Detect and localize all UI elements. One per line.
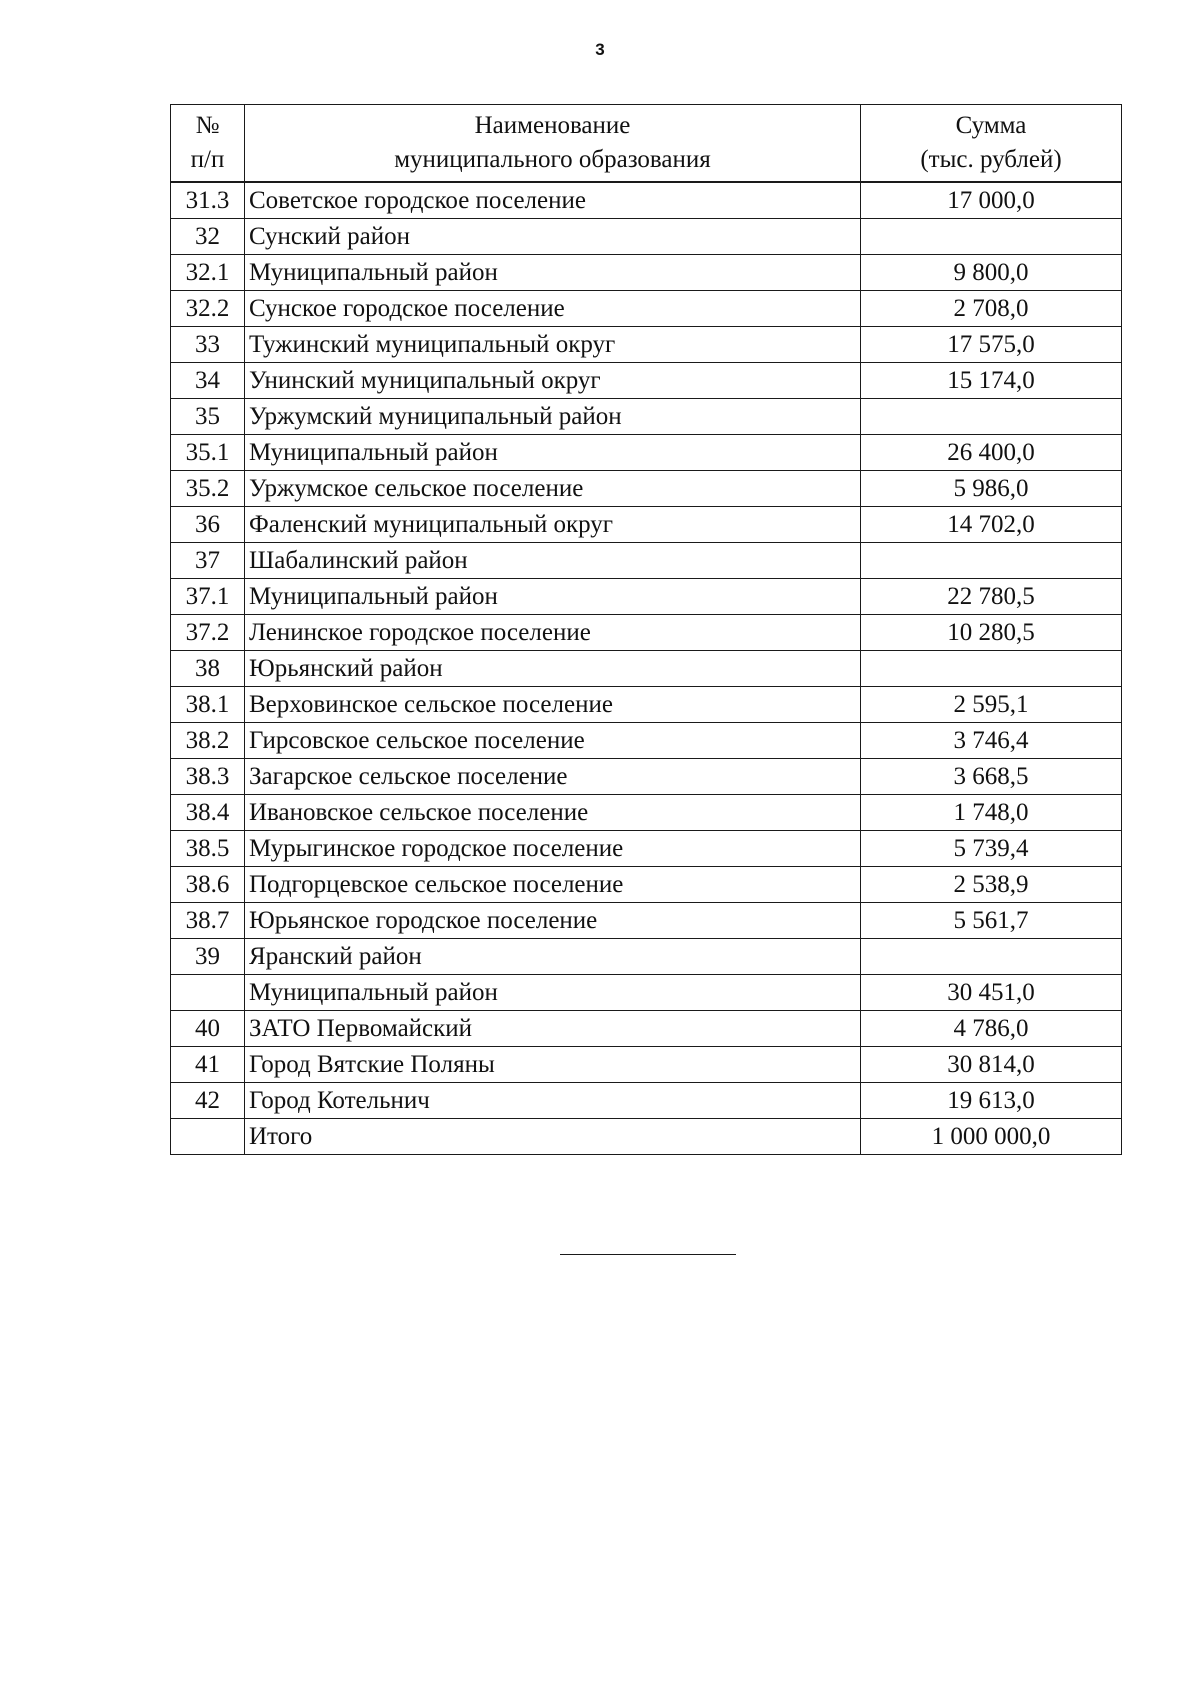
row-number: 32.1 — [171, 255, 245, 291]
row-municipality-name: Тужинский муниципальный округ — [245, 327, 861, 363]
row-municipality-name: Мурыгинское городское поселение — [245, 831, 861, 867]
row-municipality-name: Уржумский муниципальный район — [245, 399, 861, 435]
row-municipality-name: Сунское городское поселение — [245, 291, 861, 327]
row-amount: 2 538,9 — [861, 867, 1122, 903]
row-amount: 3 668,5 — [861, 759, 1122, 795]
header-sum — [861, 105, 1122, 183]
row-amount: 4 786,0 — [861, 1011, 1122, 1047]
table-row — [171, 867, 1122, 903]
row-amount: 3 746,4 — [861, 723, 1122, 759]
row-amount — [861, 399, 1122, 435]
table-row — [171, 795, 1122, 831]
row-amount: 2 708,0 — [861, 291, 1122, 327]
table-row — [171, 291, 1122, 327]
row-amount: 19 613,0 — [861, 1083, 1122, 1119]
header-name-line: муниципального образования — [394, 146, 711, 173]
table-row — [171, 831, 1122, 867]
row-municipality-name: ЗАТО Первомайский — [245, 1011, 861, 1047]
table-row — [171, 363, 1122, 399]
row-municipality-name: Ивановское сельское поселение — [245, 795, 861, 831]
row-number: 37 — [171, 543, 245, 579]
table-row — [171, 399, 1122, 435]
table-row — [171, 1083, 1122, 1119]
row-number: 38.1 — [171, 687, 245, 723]
row-number: 35.2 — [171, 471, 245, 507]
header-number-line: № — [195, 112, 220, 139]
row-municipality-name: Юрьянский район — [245, 651, 861, 687]
row-number: 33 — [171, 327, 245, 363]
row-number: 35.1 — [171, 435, 245, 471]
row-municipality-name: Муниципальный район — [245, 975, 861, 1011]
table-row — [171, 1119, 1122, 1155]
row-number: 38.5 — [171, 831, 245, 867]
row-number: 32.2 — [171, 291, 245, 327]
row-municipality-name: Муниципальный район — [245, 579, 861, 615]
row-number: 38.6 — [171, 867, 245, 903]
row-amount — [861, 939, 1122, 975]
row-amount: 17 575,0 — [861, 327, 1122, 363]
table-row — [171, 182, 1122, 219]
row-municipality-name: Фаленский муниципальный округ — [245, 507, 861, 543]
row-amount: 15 174,0 — [861, 363, 1122, 399]
row-number: 31.3 — [171, 182, 245, 219]
row-municipality-name: Муниципальный район — [245, 435, 861, 471]
table-row — [171, 1047, 1122, 1083]
table-row — [171, 471, 1122, 507]
table-row — [171, 507, 1122, 543]
end-divider — [560, 1254, 736, 1255]
row-municipality-name: Итого — [245, 1119, 861, 1155]
header-sum-line: (тыс. рублей) — [920, 146, 1062, 173]
table-row — [171, 579, 1122, 615]
row-municipality-name: Верховинское сельское поселение — [245, 687, 861, 723]
row-number: 38.4 — [171, 795, 245, 831]
table-header — [171, 105, 1122, 183]
header-number — [171, 105, 245, 183]
row-municipality-name: Уржумское сельское поселение — [245, 471, 861, 507]
row-amount: 9 800,0 — [861, 255, 1122, 291]
row-amount: 14 702,0 — [861, 507, 1122, 543]
table-row — [171, 687, 1122, 723]
row-amount: 2 595,1 — [861, 687, 1122, 723]
table-row — [171, 939, 1122, 975]
row-number: 32 — [171, 219, 245, 255]
row-amount: 1 748,0 — [861, 795, 1122, 831]
row-amount: 22 780,5 — [861, 579, 1122, 615]
row-amount: 17 000,0 — [861, 182, 1122, 219]
row-number: 35 — [171, 399, 245, 435]
row-number: 38.2 — [171, 723, 245, 759]
row-number: 37.2 — [171, 615, 245, 651]
row-number: 41 — [171, 1047, 245, 1083]
row-amount: 10 280,5 — [861, 615, 1122, 651]
row-municipality-name: Юрьянское городское поселение — [245, 903, 861, 939]
row-municipality-name: Шабалинский район — [245, 543, 861, 579]
table-row — [171, 651, 1122, 687]
row-number: 34 — [171, 363, 245, 399]
row-number: 38.3 — [171, 759, 245, 795]
row-municipality-name: Яранский район — [245, 939, 861, 975]
row-number: 38 — [171, 651, 245, 687]
row-number: 38.7 — [171, 903, 245, 939]
row-municipality-name: Город Вятские Поляны — [245, 1047, 861, 1083]
header-sum-line: Сумма — [955, 112, 1027, 139]
row-municipality-name: Муниципальный район — [245, 255, 861, 291]
row-number — [171, 1119, 245, 1155]
page-number: 3 — [595, 40, 605, 59]
row-municipality-name: Город Котельнич — [245, 1083, 861, 1119]
table-body — [171, 182, 1122, 1155]
table-row — [171, 759, 1122, 795]
header-name-line: Наименование — [474, 112, 631, 139]
table-row — [171, 903, 1122, 939]
row-amount — [861, 543, 1122, 579]
row-number: 40 — [171, 1011, 245, 1047]
row-amount: 5 561,7 — [861, 903, 1122, 939]
row-amount — [861, 651, 1122, 687]
table-row — [171, 543, 1122, 579]
table-row — [171, 723, 1122, 759]
row-municipality-name: Гирсовское сельское поселение — [245, 723, 861, 759]
table-row — [171, 327, 1122, 363]
row-amount: 26 400,0 — [861, 435, 1122, 471]
row-municipality-name: Советское городское поселение — [245, 182, 861, 219]
header-name — [245, 105, 861, 183]
row-municipality-name: Сунский район — [245, 219, 861, 255]
row-amount: 30 814,0 — [861, 1047, 1122, 1083]
table-row — [171, 975, 1122, 1011]
header-row — [171, 105, 1122, 183]
table-row — [171, 219, 1122, 255]
row-amount: 1 000 000,0 — [861, 1119, 1122, 1155]
row-amount: 30 451,0 — [861, 975, 1122, 1011]
row-amount: 5 986,0 — [861, 471, 1122, 507]
table-row — [171, 435, 1122, 471]
header-number-line: п/п — [190, 146, 225, 173]
table-row — [171, 1011, 1122, 1047]
row-municipality-name: Загарское сельское поселение — [245, 759, 861, 795]
row-number — [171, 975, 245, 1011]
row-number: 36 — [171, 507, 245, 543]
row-amount — [861, 219, 1122, 255]
row-number: 37.1 — [171, 579, 245, 615]
row-number: 42 — [171, 1083, 245, 1119]
row-number: 39 — [171, 939, 245, 975]
row-amount: 5 739,4 — [861, 831, 1122, 867]
budget-table — [170, 104, 1122, 1155]
table-row — [171, 615, 1122, 651]
row-municipality-name: Ленинское городское поселение — [245, 615, 861, 651]
table-row — [171, 255, 1122, 291]
row-municipality-name: Унинский муниципальный округ — [245, 363, 861, 399]
row-municipality-name: Подгорцевское сельское поселение — [245, 867, 861, 903]
